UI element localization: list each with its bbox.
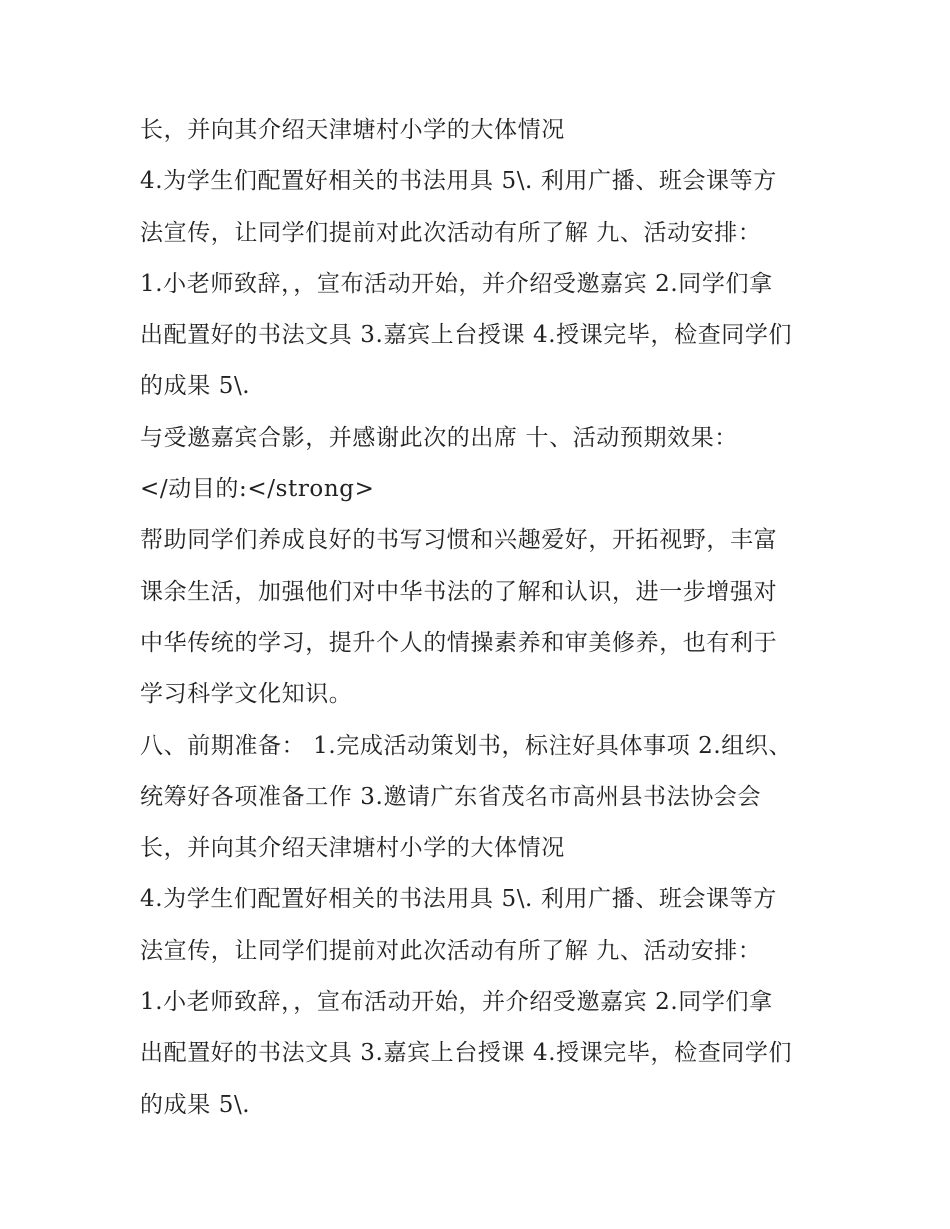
text-line-19: 出配置好的书法文具 3.嘉宾上台授课 4.授课完毕，检查同学们 <box>140 1040 793 1067</box>
text-line-20: 的成果 5\. <box>140 1091 251 1118</box>
text-line-12: 学习科学文化知识。 <box>140 681 353 708</box>
text-line-10: 课余生活，加强他们对中华书法的了解和认识，进一步增强对 <box>140 578 778 605</box>
text-line-6: 的成果 5\. <box>140 373 251 400</box>
text-line-2: 4.为学生们配置好相关的书法用具 5\. 利用广播、班会课等方 <box>140 168 777 195</box>
text-line-1: 长，并向其介绍天津塘村小学的大体情况 <box>140 117 565 143</box>
text-line-5: 出配置好的书法文具 3.嘉宾上台授课 4.授课完毕，检查同学们 <box>140 322 793 349</box>
text-line-16: 4.为学生们配置好相关的书法用具 5\. 利用广播、班会课等方 <box>140 886 777 913</box>
text-line-11: 中华传统的学习，提升个人的情操素养和审美修养，也有利于 <box>140 629 778 656</box>
text-line-3: 法宣传，让同学们提前对此次活动有所了解 九、活动安排： <box>140 219 762 246</box>
text-line-17: 法宣传，让同学们提前对此次活动有所了解 九、活动安排： <box>140 937 762 964</box>
text-line-4: 1.小老师致辞，，宣布活动开始，并介绍受邀嘉宾 2.同学们拿 <box>140 270 773 297</box>
text-line-9: 帮助同学们养成良好的书写习惯和兴趣爱好，开拓视野，丰富 <box>140 527 778 554</box>
document-body <box>140 105 830 1131</box>
text-line-18: 1.小老师致辞，，宣布活动开始，并介绍受邀嘉宾 2.同学们拿 <box>140 989 773 1016</box>
text-line-8: </动目的:</strong> <box>140 476 375 503</box>
text-line-15: 长，并向其介绍天津塘村小学的大体情况 <box>140 835 565 862</box>
text-line-13: 八、前期准备： 1.完成活动策划书，标注好具体事项 2.组织、 <box>140 732 793 759</box>
text-line-7: 与受邀嘉宾合影，并感谢此次的出席 十、活动预期效果： <box>140 424 738 451</box>
text-line-14: 统筹好各项准备工作 3.邀请广东省茂名市高州县书法协会会 <box>140 783 762 810</box>
